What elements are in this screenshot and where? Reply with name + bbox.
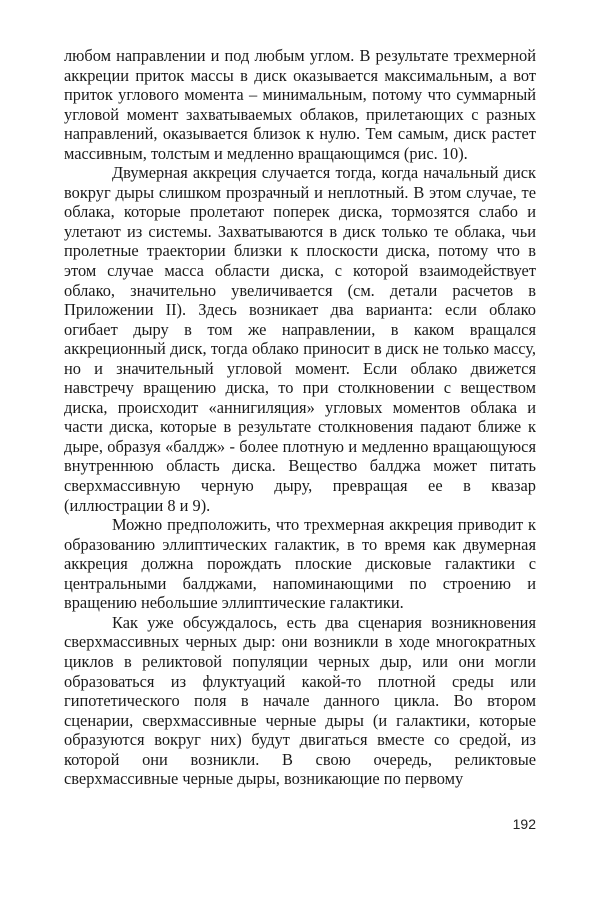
page-body [64, 46, 536, 789]
page-number: 192 [512, 816, 536, 832]
paragraph-2d-accretion: Двумерная аккреция случается тогда, когда начальный диск вокруг дыры слишком прозрачный и неплотный. В этом случае, те облака, которые пролетают поперек диска, тормозятся слабо и улетают из системы. Захватываются в диск только те облака, чьи пролетные траектории близки к плоскости диска, потому что в этом случае масса области диска, с которой взаимодействует облако, значительно увеличивается (см. детали расчетов в Приложении II). Здесь возникает два варианта: если облако огибает дыру в том же направлении, в каком вращался аккреционный диск, тогда облако приносит в диск не только массу, но и значительный угловой момент. Если облако движется навстречу вращению диска, то при столкновении с веществом диска, происходит «аннигиляция» угловых моментов облака и части диска, которые в результате столкновения падают ближе к дыре, образуя «балдж» - более плотную и медленно вращающуюся внутреннюю область диска. Вещество балджа может питать сверхмассивную черную дыру, превращая ее в квазар (иллюстрации 8 и 9). [64, 163, 536, 515]
paragraph-supermassive-scenarios: Как уже обсуждалось, есть два сценария возникновения сверхмассивных черных дыр: они возникли в ходе многократных циклов в реликтовой популяции черных дыр, или они могли образоваться из флуктуаций какой-то плотной среды или гипотетического поля в начале данного цикла. Во втором сценарии, сверхмассивные черные дыры (и галактики, которые образуются вокруг них) будут двигаться вместе со средой, из которой они возникли. В свою очередь, реликтовые сверхмассивные черные дыры, возникающие по первому [64, 612, 536, 789]
paragraph-continuation: любом направлении и под любым углом. В результате трехмерной аккреции приток массы в диск оказывается максимальным, а вот приток углового момента – минимальным, потому что суммарный угловой момент захватываемых облаков, прилетающих с разных направлений, оказывается близок к нулю. Тем самым, диск растет массивным, толстым и медленно вращающимся (рис. 10). [64, 46, 536, 163]
paragraph-galaxy-types: Можно предположить, что трехмерная аккреция приводит к образованию эллиптических галактик, в то время как двумерная аккреция должна порождать плоские дисковые галактики с центральными балджами, напоминающими по строению и вращению небольшие эллиптические галактики. [64, 515, 536, 613]
